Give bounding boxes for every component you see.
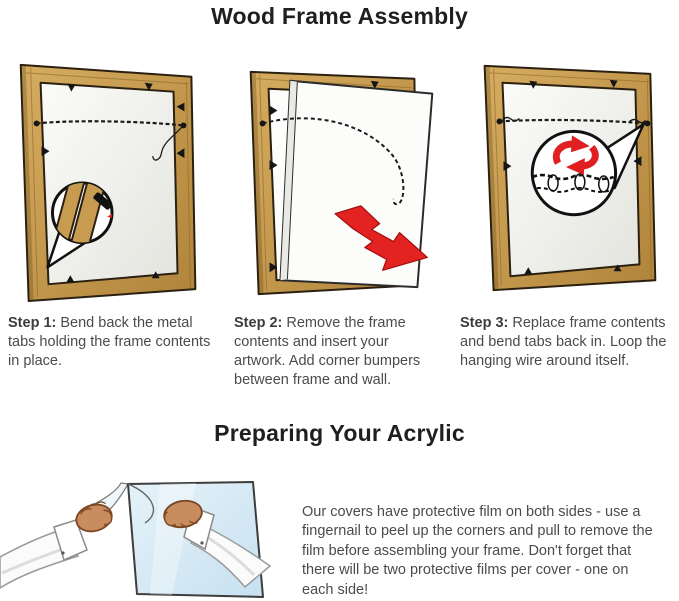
- wire-loop-closeup-illustration: [458, 51, 673, 307]
- step-2-label: Step 2:: [234, 315, 283, 331]
- step-3-column: [452, 51, 678, 390]
- step-3-caption: [452, 314, 678, 371]
- frame-contents-removal-illustration: [232, 51, 447, 307]
- acrylic-title: Preparing Your Acrylic: [214, 420, 465, 446]
- step-1-column: [0, 51, 226, 390]
- acrylic-figure-wrap: [0, 461, 300, 601]
- step-2-caption: [226, 314, 452, 390]
- assembly-title: Wood Frame Assembly: [211, 3, 468, 29]
- step-1-label: Step 1:: [8, 315, 57, 331]
- step-2-text: Remove the frame contents and insert your artwork. Add corner bumpers between frame and wall.: [234, 315, 421, 388]
- hands-peeling-film-illustration: [0, 461, 300, 601]
- acrylic-instructions: Our covers have protective film on both sides - use a fingernail to peel up the corners and pull to remove the film before assembling your frame. Don't forget that there will be two protective films per cover - one on each side!: [302, 503, 653, 598]
- acrylic-section: [0, 461, 679, 601]
- left-arm: [0, 520, 87, 588]
- step-1-text: Bend back the metal tabs holding the frame contents in place.: [8, 315, 211, 369]
- frame-back-tab-closeup-illustration: [6, 51, 221, 307]
- step-3-label: Step 3:: [460, 315, 509, 331]
- assembly-steps-row: [0, 51, 679, 390]
- step-1-caption: [0, 314, 226, 371]
- step-3-text: Replace frame contents and bend tabs back in. Loop the hanging wire around itself.: [460, 315, 667, 369]
- step-2-column: [226, 51, 452, 390]
